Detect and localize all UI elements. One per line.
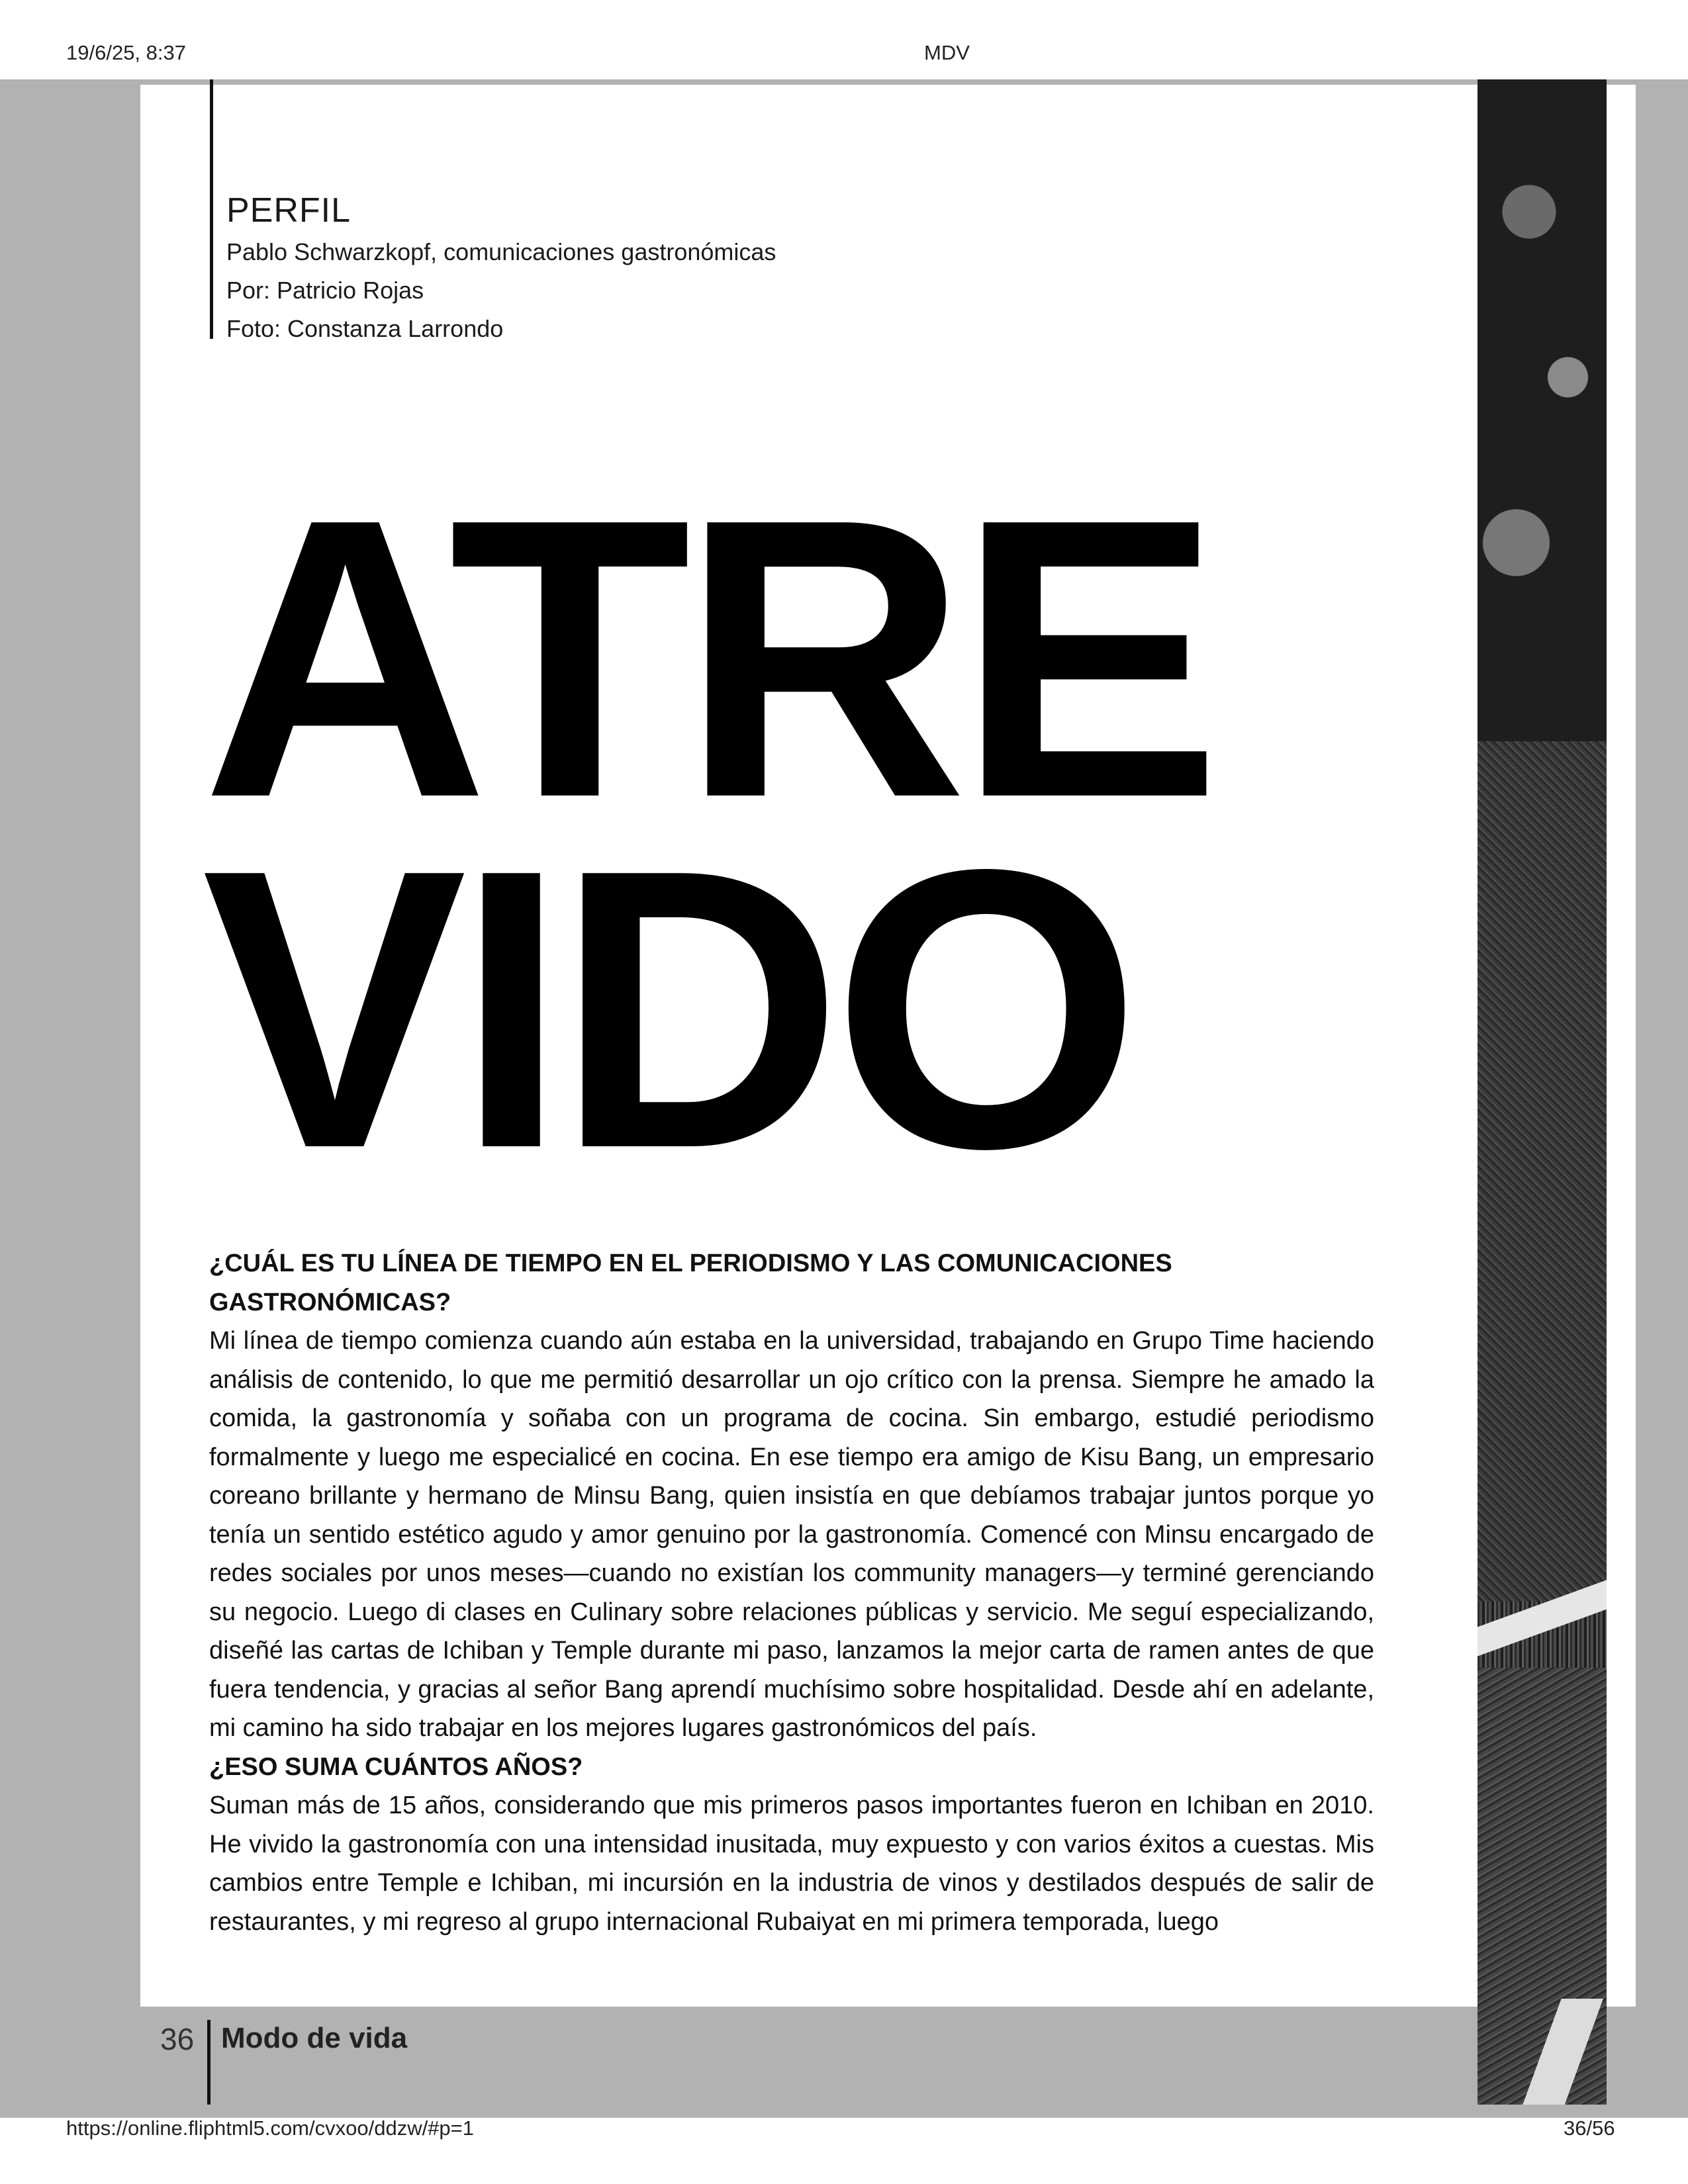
- article-meta: [226, 189, 776, 348]
- section-kicker: PERFIL: [226, 191, 352, 230]
- photo-road-marking-lower: [1477, 1999, 1607, 2105]
- article-subtitle: Pablo Schwarzkopf, comunicaciones gastronómicas: [226, 238, 776, 265]
- photo-road-area: [1477, 741, 1607, 1602]
- headline-line-1: ATRE: [202, 437, 1211, 880]
- headline-line-2: VIDO: [202, 788, 1131, 1231]
- page-number: 36: [160, 2022, 195, 2056]
- answer-1: Mi línea de tiempo comienza cuando aún estaba en la universidad, trabajando en Grupo Time haciendo análisis de contenido, lo que me permitió desarrollar un ojo crítico con la prensa. Siempre he amado la comida, la gastronomía y soñaba con un programa de cocina. Sin embargo, estudié periodismo formalmente y luego me especialicé en cocina. En ese tiempo era amigo de Kisu Bang, un empresario coreano brillante y hermano de Minsu Bang, quien insistía en que debíamos trabajar juntos porque yo tenía un sentido estético agudo y amor genuino por la gastronomía. Comencé con Minsu encargado de redes sociales por unos meses—cuando no existían los community managers—y terminé gerenciando su negocio. Luego di clases en Culinary sobre relaciones públicas y servicio. Me seguí especializando, diseñé las cartas de Ichiban y Temple durante mi paso, lanzamos la mejor carta de ramen antes de que fuera tendencia, y gracias al señor Bang aprendí muchísimo sobre hospitalidad. Desde ahí en adelante, mi camino ha sido trabajar en los mejores lugares gastronómicos del país.: [209, 1327, 1374, 1742]
- print-page-count: 36/56: [1564, 2116, 1615, 2140]
- print-title: MDV: [924, 41, 970, 64]
- photo-road-marking: [1477, 1569, 1607, 1668]
- cover-photo-strip: [1477, 79, 1607, 2105]
- page-edge: [1607, 85, 1636, 2007]
- photo-credit: Foto: Constanza Larrondo: [226, 315, 504, 342]
- print-url[interactable]: https://online.fliphtml5.com/cvxoo/ddzw/#p=1: [66, 2116, 475, 2140]
- photo-tree-area: [1477, 79, 1607, 741]
- print-datetime: 19/6/25, 8:37: [66, 41, 186, 64]
- question-2: ¿ESO SUMA CUÁNTOS AÑOS?: [209, 1752, 583, 1781]
- magazine-section-name: Modo de vida: [221, 2022, 408, 2054]
- article-body: [209, 1244, 1374, 1941]
- article-author: Por: Patricio Rojas: [226, 277, 424, 304]
- article-headline: [202, 437, 1354, 1231]
- folio-rule: [207, 2020, 211, 2105]
- meta-vertical-rule: [210, 79, 213, 339]
- question-1: ¿CUÁL ES TU LÍNEA DE TIEMPO EN EL PERIODISMO Y LAS COMUNICACIONES GASTRONÓMICAS?: [209, 1250, 1172, 1316]
- answer-2: Suman más de 15 años, considerando que mis primeros pasos importantes fueron en Ichiban en 2010. He vivido la gastronomía con una intensidad inusitada, muy expuesto y con varios éxitos a cuestas. Mis cambios entre Temple e Ichiban, mi incursión en la industria de vinos y destilados después de salir de restaurantes, y mi regreso al grupo internacional Rubaiyat en mi primera temporada, luego: [209, 1792, 1374, 1936]
